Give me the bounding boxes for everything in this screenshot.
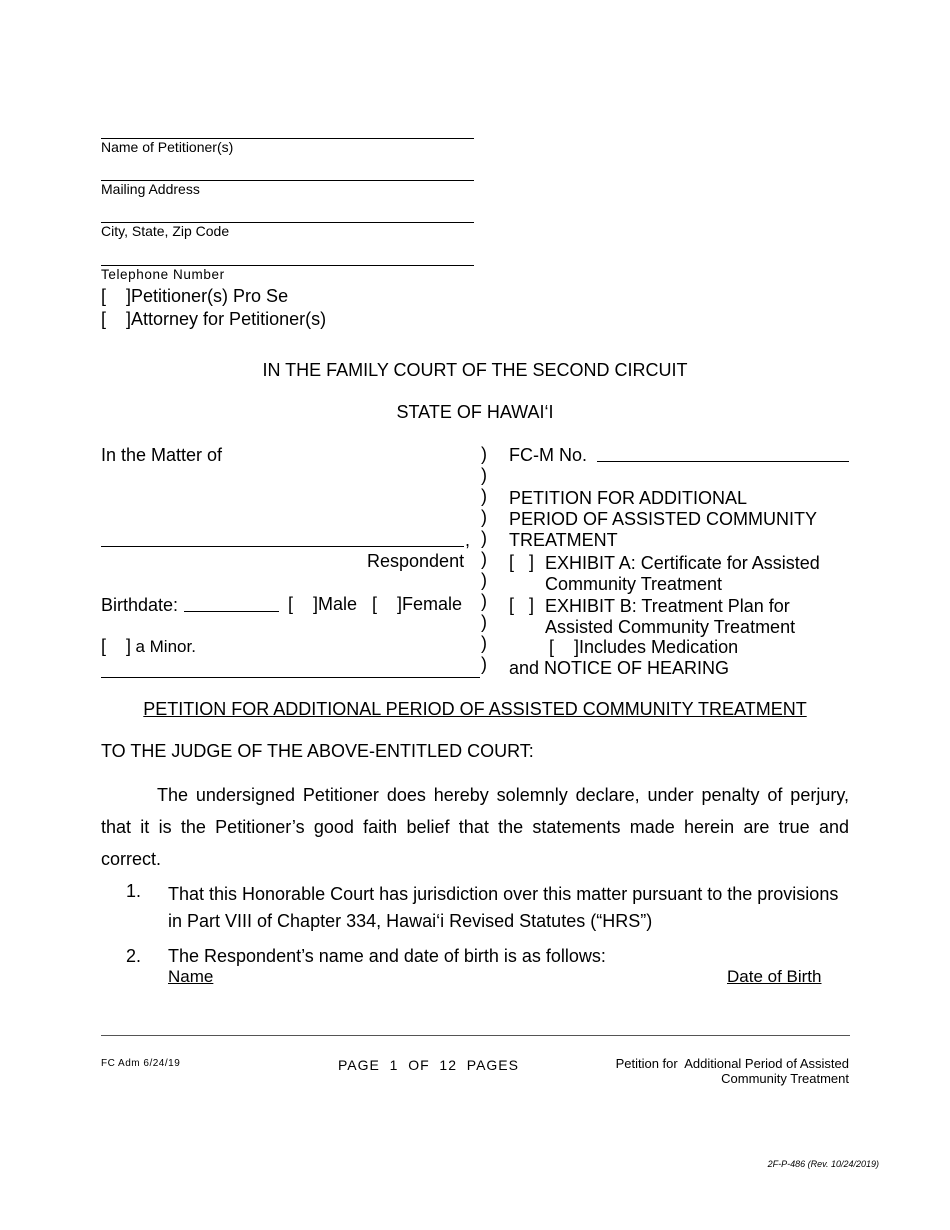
mailing-address-label: Mailing Address	[101, 181, 200, 197]
notice-of-hearing: and NOTICE OF HEARING	[509, 658, 730, 678]
medication-label: Includes Medication	[579, 637, 739, 657]
matter-of-label: In the Matter of	[101, 445, 223, 465]
paren: )	[481, 486, 487, 506]
footer-rule	[101, 1035, 850, 1036]
form-date: FC Adm 6/24/19	[101, 1058, 181, 1069]
salutation: TO THE JUDGE OF THE ABOVE-ENTITLED COURT:	[101, 741, 534, 761]
footer-title-line: Petition for Additional Period of Assisted	[615, 1056, 849, 1071]
revision-code: 2F-P-486 (Rev. 10/24/2019)	[767, 1159, 879, 1169]
case-number-line	[597, 461, 849, 462]
exhibit-b-label-cont: Assisted Community Treatment	[545, 617, 796, 637]
item-number: 2.	[126, 946, 142, 966]
paren: )	[481, 507, 487, 527]
pro-se-label: Petitioner(s) Pro Se	[131, 286, 289, 306]
birthdate-label: Birthdate:	[101, 595, 179, 615]
exhibit-b-checkbox[interactable]: [ ]	[509, 595, 535, 615]
female-label: Female	[402, 594, 463, 614]
intro-paragraph: The undersigned Petitioner does hereby solemnly declare, under penalty of perjury, that it is the Petitioner’s good faith belief that the statements made herein are true and correct.	[101, 785, 849, 869]
respondent-comma: ,	[465, 530, 471, 550]
item-text: The Respondent’s name and date of birth is as follows:	[168, 946, 606, 966]
paren: )	[481, 633, 487, 653]
minor-option	[101, 636, 196, 657]
document-title-line: TREATMENT	[509, 530, 618, 550]
attorney-checkbox[interactable]: [ ]	[101, 309, 132, 329]
paren: )	[481, 549, 487, 569]
paren: )	[481, 528, 487, 548]
paren: )	[481, 591, 487, 611]
paren: )	[481, 465, 487, 485]
name-column-header: Name	[168, 967, 214, 986]
document-title	[509, 488, 817, 551]
caption-bottom-line	[101, 677, 480, 678]
male-checkbox[interactable]: [ ]	[288, 594, 319, 614]
court-name: IN THE FAMILY COURT OF THE SECOND CIRCUIT	[262, 360, 688, 380]
petitioner-name-label: Name of Petitioner(s)	[101, 139, 234, 155]
female-option	[372, 594, 462, 615]
respondent-name-line	[101, 546, 464, 547]
minor-checkbox[interactable]: [ ]	[101, 636, 132, 656]
exhibit-a-checkbox[interactable]: [ ]	[509, 552, 535, 572]
item-number: 1.	[126, 881, 142, 901]
male-label: Male	[318, 594, 358, 614]
court-state: STATE OF HAWAI‘I	[396, 402, 554, 422]
paren: )	[481, 444, 487, 464]
footer-title-line: Community Treatment	[721, 1071, 849, 1086]
female-checkbox[interactable]: [ ]	[372, 594, 403, 614]
city-state-zip-label: City, State, Zip Code	[101, 223, 230, 239]
medication-checkbox[interactable]: [ ]	[549, 637, 580, 657]
document-title-line: PERIOD OF ASSISTED COMMUNITY	[509, 509, 818, 529]
paren: )	[481, 654, 487, 674]
attorney-option	[101, 309, 326, 330]
document-title-line: PETITION FOR ADDITIONAL	[509, 488, 748, 508]
pro-se-option	[101, 286, 288, 307]
birthdate-line	[184, 611, 279, 612]
minor-label: a Minor.	[135, 637, 196, 656]
pro-se-checkbox[interactable]: [ ]	[101, 286, 132, 306]
paren: )	[481, 570, 487, 590]
dob-column-header: Date of Birth	[727, 967, 822, 986]
page-indicator: PAGE 1 OF 12 PAGES	[338, 1057, 519, 1073]
exhibit-b-label: EXHIBIT B: Treatment Plan for	[545, 596, 790, 616]
footer-title	[616, 1056, 849, 1086]
telephone-line	[101, 265, 474, 266]
paren: )	[481, 612, 487, 632]
item-text: That this Honorable Court has jurisdiction over this matter pursuant to the provisions in Part VIII of Chapter 334, Hawai‘i Revised Statutes (“HRS”)	[168, 884, 839, 931]
petition-heading: PETITION FOR ADDITIONAL PERIOD OF ASSISTED COMMUNITY TREATMENT	[143, 699, 807, 719]
medication-option	[549, 637, 738, 658]
exhibit-a-label-cont: Community Treatment	[545, 574, 723, 594]
caption-paren-column	[481, 444, 487, 675]
telephone-label: Telephone Number	[101, 267, 225, 282]
attorney-label: Attorney for Petitioner(s)	[131, 309, 327, 329]
exhibit-a-label: EXHIBIT A: Certificate for Assisted	[545, 553, 820, 573]
respondent-label: Respondent	[367, 551, 465, 571]
case-number-label: FC-M No.	[509, 445, 587, 465]
male-option	[288, 594, 357, 615]
